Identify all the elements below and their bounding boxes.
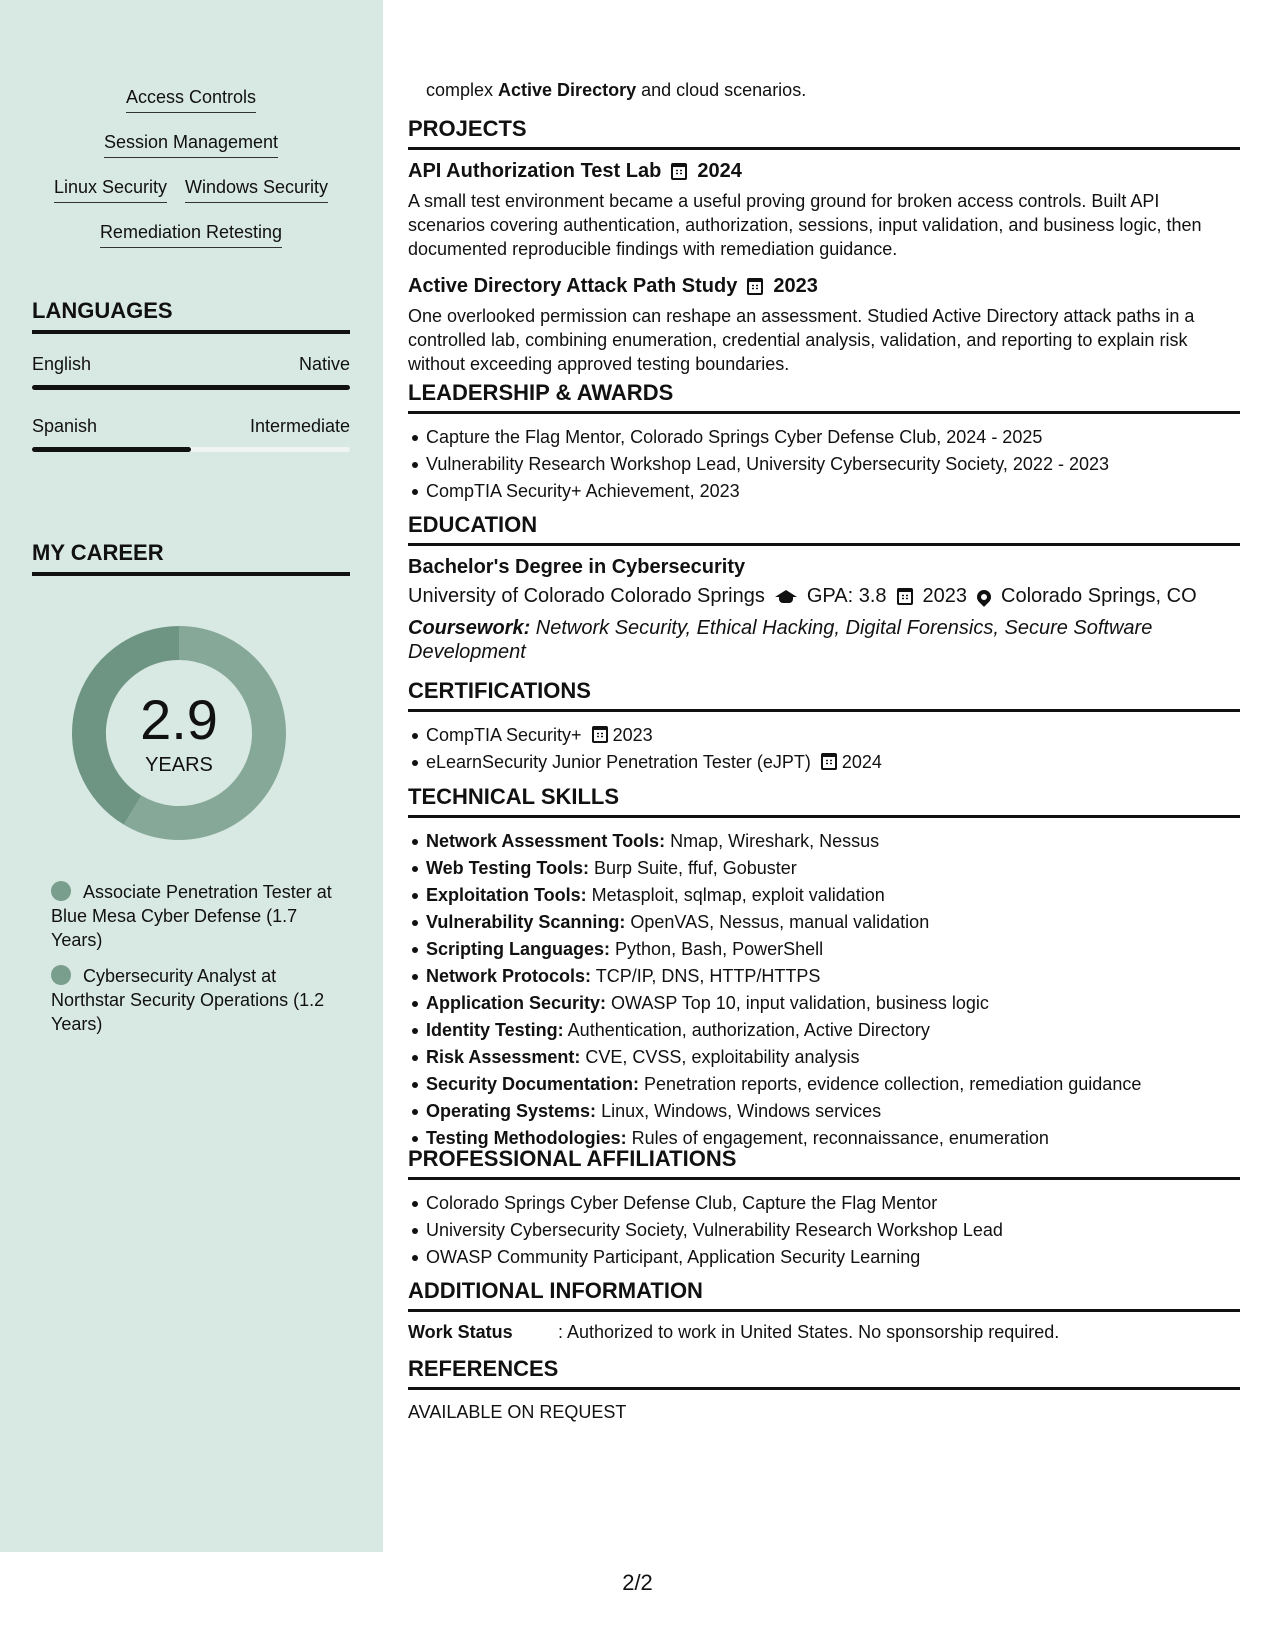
cert-year: 2023 [612, 725, 653, 745]
work-status-label: Work Status [408, 1322, 513, 1342]
language-bar [32, 385, 350, 390]
career-heading: MY CAREER [32, 540, 350, 576]
skill-label: Network Assessment Tools: [426, 831, 666, 851]
skill-label: Vulnerability Scanning: [426, 912, 626, 932]
career-item-label: Cybersecurity Analyst at Northstar Security Operations (1.2 Years) [51, 966, 325, 1034]
references-section [408, 1356, 1240, 1424]
skill-value: Burp Suite, ffuf, Gobuster [589, 858, 797, 878]
skill-value: Penetration reports, evidence collection, remediation guidance [639, 1074, 1142, 1094]
career-item [51, 964, 341, 1036]
project-name: Active Directory Attack Path Study [408, 275, 738, 297]
summary-bold: Active Directory [498, 80, 637, 100]
language-item [32, 416, 350, 452]
awards-list [408, 424, 1240, 505]
skill-value: Metasploit, sqlmap, exploit validation [586, 885, 885, 905]
career-total-unit: YEARS [145, 754, 213, 776]
career-item [51, 880, 341, 952]
education-year: 2023 [922, 585, 968, 607]
skill-label: Operating Systems: [426, 1101, 597, 1121]
certifications-list [408, 722, 1240, 776]
location-pin-icon [974, 587, 994, 607]
project-name: API Authorization Test Lab [408, 160, 662, 182]
summary-text: and cloud scenarios. [636, 80, 807, 100]
projects-heading: PROJECTS [408, 116, 1240, 150]
list-item: University Cybersecurity Society, Vulnerability Research Workshop Lead [426, 1217, 1240, 1244]
skill-tag: Session Management [104, 129, 278, 158]
skill-label: Scripting Languages: [426, 939, 611, 959]
career-dot-icon [51, 965, 71, 985]
work-status-value: : Authorized to work in United States. No sponsorship required. [558, 1322, 1060, 1342]
skill-tags [32, 84, 350, 264]
list-item [426, 749, 1240, 776]
language-item [32, 354, 350, 390]
list-item: Capture the Flag Mentor, Colorado Springs Cyber Defense Club, 2024 - 2025 [426, 424, 1240, 451]
skill-value: Linux, Windows, Windows services [596, 1101, 882, 1121]
projects-section [408, 116, 1240, 376]
skill-label: Identity Testing: [426, 1020, 564, 1040]
affiliations-list [408, 1190, 1240, 1271]
skill-item [426, 1098, 1240, 1125]
skill-item [426, 909, 1240, 936]
calendar-icon [821, 753, 837, 770]
language-name: Spanish [32, 416, 98, 436]
skill-label: Testing Methodologies: [426, 1128, 627, 1148]
languages-section [32, 298, 350, 452]
gpa: GPA: 3.8 [806, 585, 887, 607]
education-details [408, 585, 1240, 608]
references-text: AVAILABLE ON REQUEST [408, 1402, 627, 1422]
skill-tag: Access Controls [126, 84, 256, 113]
references-heading: REFERENCES [408, 1356, 1240, 1390]
skill-label: Application Security: [426, 993, 607, 1013]
skill-value: Authentication, authorization, Active Directory [563, 1020, 930, 1040]
calendar-icon [747, 278, 763, 295]
list-item: CompTIA Security+ Achievement, 2023 [426, 478, 1240, 505]
cert-name: eLearnSecurity Junior Penetration Tester (eJPT) [426, 752, 811, 772]
summary-text: complex [426, 80, 499, 100]
project-description: A small test environment became a useful proving ground for broken access controls. Built API scenarios covering authentication, authorization, sessions, input validation, and business logic, then documented reproducible findings with remediation guidance. [408, 191, 1202, 259]
skill-label: Security Documentation: [426, 1074, 640, 1094]
language-level: Intermediate [249, 416, 350, 436]
certifications-heading: CERTIFICATIONS [408, 678, 1240, 712]
skill-tag: Linux Security [54, 174, 167, 203]
awards-section [408, 380, 1240, 505]
awards-heading: LEADERSHIP & AWARDS [408, 380, 1240, 414]
skill-label: Web Testing Tools: [426, 858, 589, 878]
skill-item [426, 828, 1240, 855]
career-total [66, 620, 292, 846]
work-status-row [408, 1322, 1240, 1343]
list-item [426, 722, 1240, 749]
degree-title: Bachelor's Degree in Cybersecurity [408, 556, 746, 578]
list-item: OWASP Community Participant, Application Security Learning [426, 1244, 1240, 1271]
calendar-icon [592, 726, 608, 743]
skill-label: Risk Assessment: [426, 1047, 581, 1067]
skill-item [426, 882, 1240, 909]
skills-heading: TECHNICAL SKILLS [408, 784, 1240, 818]
calendar-icon [671, 163, 687, 180]
cert-name: CompTIA Security+ [426, 725, 582, 745]
sidebar [0, 0, 383, 1552]
skill-value: Rules of engagement, reconnaissance, enumeration [626, 1128, 1049, 1148]
coursework-text: Network Security, Ethical Hacking, Digital Forensics, Secure Software Development [408, 617, 1153, 663]
project-year: 2024 [697, 160, 742, 182]
skills-list [408, 828, 1240, 1152]
language-level: Native [298, 354, 350, 374]
certifications-section [408, 678, 1240, 776]
affiliations-section [408, 1146, 1240, 1271]
skill-item [426, 963, 1240, 990]
skill-item [426, 1071, 1240, 1098]
affiliations-heading: PROFESSIONAL AFFILIATIONS [408, 1146, 1240, 1180]
skill-tag: Windows Security [185, 174, 328, 203]
skill-item [426, 1017, 1240, 1044]
project-description: One overlooked permission can reshape an assessment. Studied Active Directory attack paths in a controlled lab, combining enumeration, credential analysis, validation, and reporting to explain risk without exceeding approved testing boundaries. [408, 306, 1195, 374]
career-list [51, 880, 341, 1048]
education-section [408, 512, 1240, 664]
skill-label: Exploitation Tools: [426, 885, 587, 905]
languages-heading: LANGUAGES [32, 298, 350, 334]
skill-value: TCP/IP, DNS, HTTP/HTTPS [591, 966, 821, 986]
school-name: University of Colorado Colorado Springs [408, 585, 765, 607]
project-title [408, 275, 1240, 298]
skill-value: OWASP Top 10, input validation, business logic [606, 993, 989, 1013]
career-dot-icon [51, 881, 71, 901]
skill-item [426, 936, 1240, 963]
skill-value: Python, Bash, PowerShell [610, 939, 824, 959]
language-bar-fill [32, 447, 191, 452]
language-bar [32, 447, 350, 452]
additional-info-heading: ADDITIONAL INFORMATION [408, 1278, 1240, 1312]
education-heading: EDUCATION [408, 512, 1240, 546]
language-bar-fill [32, 385, 350, 390]
coursework-label: Coursework: [408, 617, 531, 639]
coursework [408, 616, 1240, 664]
list-item: Vulnerability Research Workshop Lead, University Cybersecurity Society, 2022 - 2023 [426, 451, 1240, 478]
skill-value: CVE, CVSS, exploitability analysis [580, 1047, 860, 1067]
skill-tag: Remediation Retesting [100, 219, 282, 248]
list-item: Colorado Springs Cyber Defense Club, Capture the Flag Mentor [426, 1190, 1240, 1217]
skill-item [426, 855, 1240, 882]
career-item-label: Associate Penetration Tester at Blue Mesa Cyber Defense (1.7 Years) [51, 882, 332, 950]
skill-item [426, 990, 1240, 1017]
career-total-value: 2.9 [140, 688, 218, 751]
language-name: English [32, 354, 92, 374]
skill-value: OpenVAS, Nessus, manual validation [625, 912, 930, 932]
skill-item [426, 1044, 1240, 1071]
skill-label: Network Protocols: [426, 966, 592, 986]
page-number: 2/2 [622, 1570, 653, 1595]
education-location: Colorado Springs, CO [1001, 585, 1197, 607]
project-title [408, 160, 1240, 183]
career-section [32, 540, 350, 576]
additional-info-section [408, 1278, 1240, 1343]
summary-continuation [426, 80, 806, 101]
calendar-icon [897, 588, 913, 605]
cert-year: 2024 [841, 752, 882, 772]
project-year: 2023 [773, 275, 818, 297]
skills-section [408, 784, 1240, 1152]
skill-value: Nmap, Wireshark, Nessus [665, 831, 880, 851]
graduation-cap-icon [775, 590, 797, 604]
